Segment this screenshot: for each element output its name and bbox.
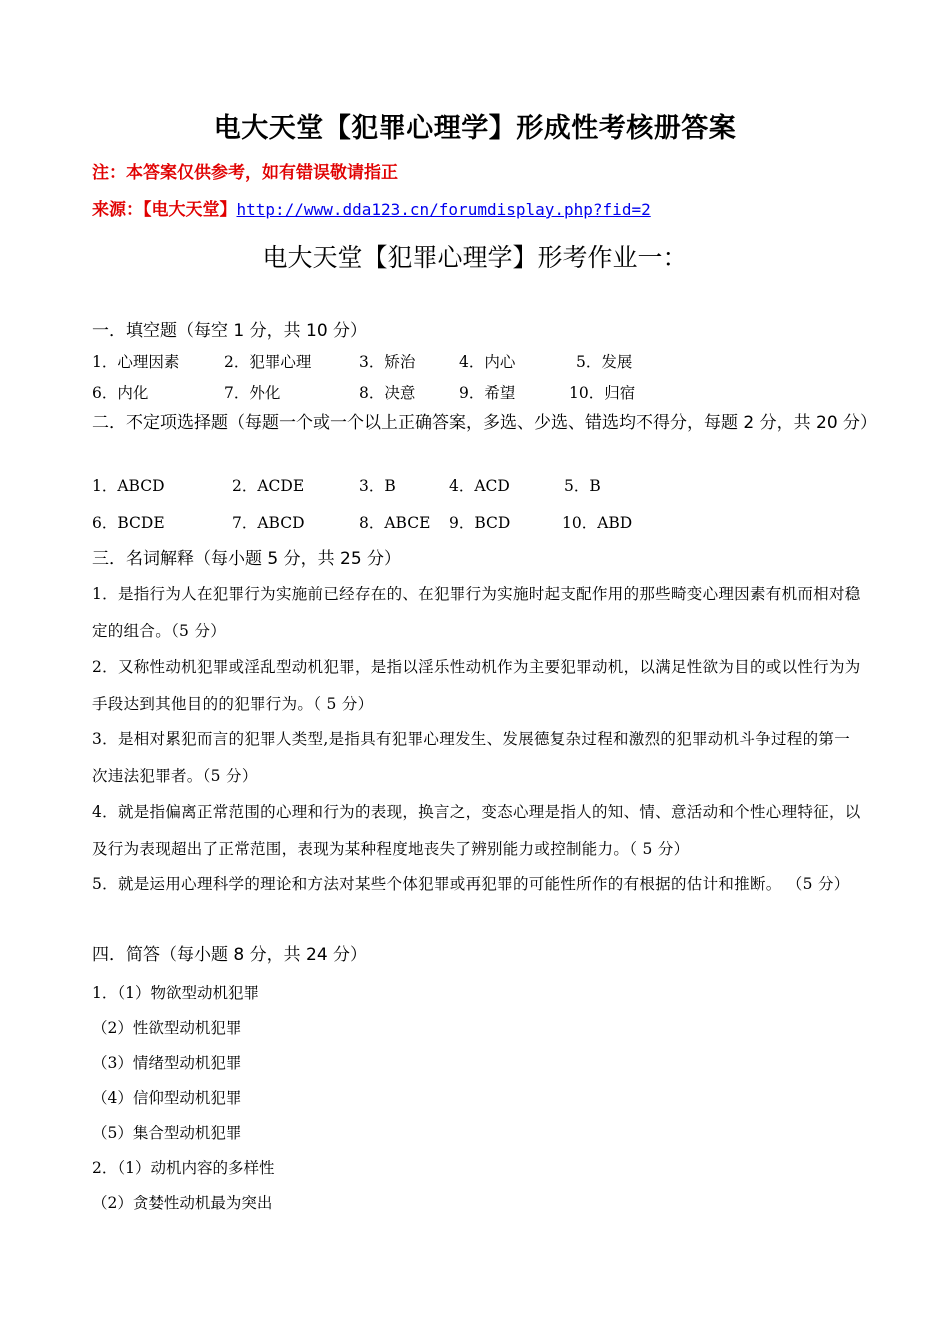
source-line xyxy=(92,195,651,220)
answer-item: 9．BCD xyxy=(449,514,511,532)
definition-answer: 2．又称性动机犯罪或淫乱型动机犯罪，是指以淫乐性动机作为主要犯罪动机，以满足性欲为目的或以性行为为手段达到其他目的的犯罪行为。（ 5 分） xyxy=(92,658,861,713)
answer-item: 4．ACD xyxy=(449,477,510,495)
source-label: 来源：【电大天堂】 xyxy=(92,200,237,220)
definition-answer: 4．就是指偏离正常范围的心理和行为的表现，换言之，变态心理是指人的知、情、意活动和个性心理特征，以及行为表现超出了正常范围，表现为某种程度地丧失了辨别能力或控制能力。（ 5 分） xyxy=(92,803,861,858)
short-answer-line: （5）集合型动机犯罪 xyxy=(92,1124,242,1142)
answer-item: 2．犯罪心理 xyxy=(224,353,312,371)
short-answer-line: （3）情绪型动机犯罪 xyxy=(92,1054,242,1072)
answer-item: 1．ABCD xyxy=(92,477,165,495)
answer-item: 5．发展 xyxy=(576,353,633,371)
short-answer-line: （2）性欲型动机犯罪 xyxy=(92,1019,242,1037)
answer-item: 10．ABD xyxy=(562,514,633,532)
short-answer-line: （2）贪婪性动机最为突出 xyxy=(92,1194,273,1212)
answer-item: 8．决意 xyxy=(359,384,416,402)
source-link[interactable]: http://www.dda123.cn/forumdisplay.php?fid=2 xyxy=(236,200,651,219)
answer-item: 3．矫治 xyxy=(359,353,416,371)
section-heading-short-answer: 四．简答（每小题 8 分，共 24 分） xyxy=(92,945,368,965)
document-title: 电大天堂【犯罪心理学】形成性考核册答案 xyxy=(213,113,737,144)
short-answer-line: 2．（1）动机内容的多样性 xyxy=(92,1159,275,1177)
short-answer-line: 1．（1）物欲型动机犯罪 xyxy=(92,984,259,1002)
answer-item: 7．ABCD xyxy=(232,514,305,532)
short-answer-line: （4）信仰型动机犯罪 xyxy=(92,1089,242,1107)
definition-answer: 3．是相对累犯而言的犯罪人类型,是指具有犯罪心理发生、发展德复杂过程和激烈的犯罪动机斗争过程的第一次违法犯罪者。（5 分） xyxy=(92,730,850,785)
definition-answer: 1．是指行为人在犯罪行为实施前已经存在的、在犯罪行为实施时起支配作用的那些畸变心理因素有机而相对稳定的组合。（5 分） xyxy=(92,585,861,640)
answer-item: 1．心理因素 xyxy=(92,353,180,371)
answer-item: 8．ABCE xyxy=(359,514,431,532)
answer-item: 6．内化 xyxy=(92,384,149,402)
answer-item: 4．内心 xyxy=(459,353,516,371)
disclaimer-note: 注：本答案仅供参考，如有错误敬请指正 xyxy=(92,163,398,183)
definition-answer: 5．就是运用心理科学的理论和方法对某些个体犯罪或再犯罪的可能性所作的有根据的估计和推断。 （5 分） xyxy=(92,875,850,893)
section-heading-definitions: 三．名词解释（每小题 5 分，共 25 分） xyxy=(92,549,402,569)
section-heading-multiple-choice: 二．不定项选择题（每题一个或一个以上正确答案，多选、少选、错选均不得分，每题 2 分，共 20 分） xyxy=(92,413,878,433)
answer-item: 6．BCDE xyxy=(92,514,165,532)
answer-item: 2．ACDE xyxy=(232,477,305,495)
assignment-title: 电大天堂【犯罪心理学】形考作业一： xyxy=(262,243,688,272)
answer-item: 5．B xyxy=(564,477,601,495)
answer-item: 9．希望 xyxy=(459,384,516,402)
answer-item: 3．B xyxy=(359,477,396,495)
answer-item: 10．归宿 xyxy=(569,384,636,402)
section-heading-fill-blank: 一．填空题（每空 1 分，共 10 分） xyxy=(92,321,368,341)
answer-item: 7．外化 xyxy=(224,384,281,402)
